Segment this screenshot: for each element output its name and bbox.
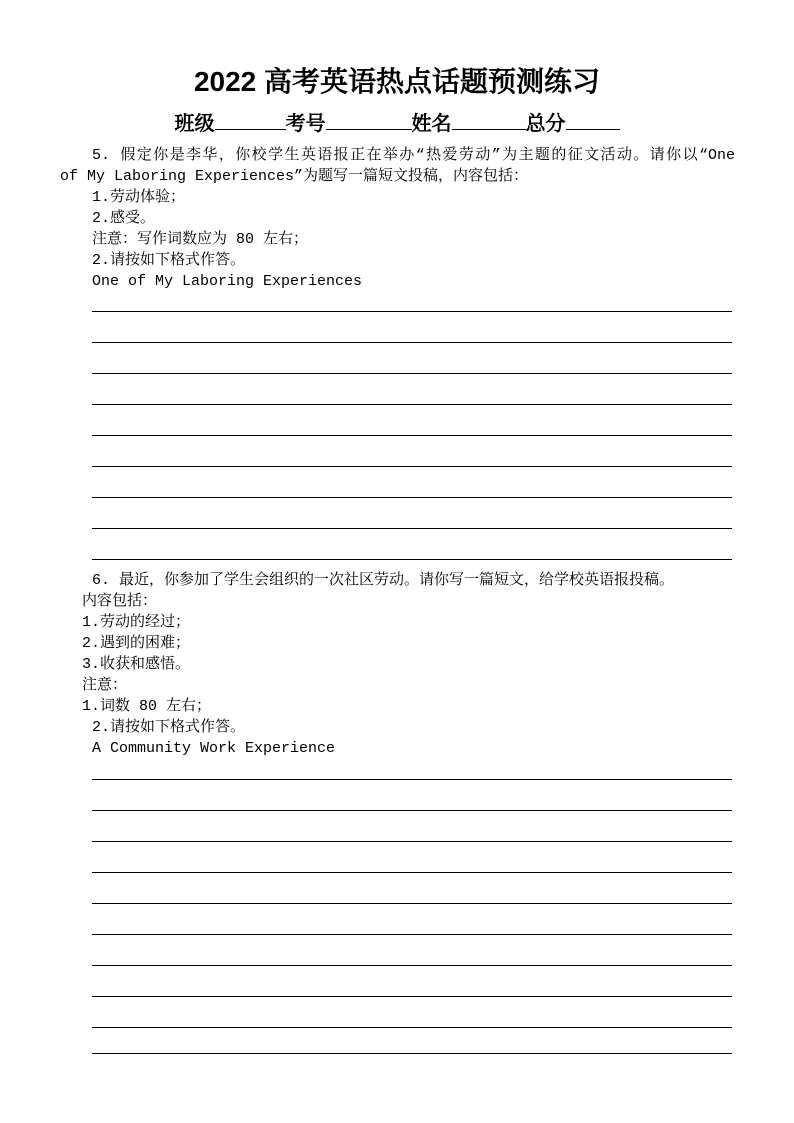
- question-6-item: 2.遇到的困难；: [82, 635, 191, 652]
- answer-line: [92, 780, 732, 811]
- question-5-essay-title: One of My Laboring Experiences: [92, 273, 363, 290]
- question-6-essay-title: A Community Work Experience: [92, 740, 336, 757]
- answer-line: [92, 312, 732, 343]
- question-6-answer-lines: [92, 749, 732, 1054]
- question-5-note: 2.请按如下格式作答。: [92, 252, 246, 269]
- class-label: 班级: [174, 113, 215, 135]
- question-5: [0, 145, 794, 292]
- page-title: 2022 高考英语热点话题预测练习: [193, 66, 601, 97]
- name-blank: [452, 111, 526, 130]
- question-5-answer-lines: [92, 281, 732, 560]
- answer-line: [92, 405, 732, 436]
- exam-number-blank: [326, 111, 412, 130]
- answer-line: [92, 811, 732, 842]
- answer-line: [92, 1028, 732, 1054]
- answer-line: [92, 467, 732, 498]
- question-6-item: 3.收获和感悟。: [82, 656, 191, 673]
- question-6-note: 2.请按如下格式作答。: [92, 719, 246, 736]
- question-6: [0, 570, 794, 759]
- answer-line: [92, 343, 732, 374]
- question-5-item: 1.劳动体验；: [92, 189, 186, 206]
- student-info-fields: [0, 111, 794, 137]
- question-6-item: 内容包括：: [82, 593, 158, 610]
- question-6-note: 注意：: [82, 677, 128, 694]
- question-5-item: 2.感受。: [92, 210, 156, 227]
- question-5-prompt-line-1: 5. 假定你是李华，你校学生英语报正在举办“热爱劳动”为主题的征文活动。请你以“One: [92, 147, 735, 164]
- answer-line: [92, 904, 732, 935]
- answer-line: [92, 873, 732, 904]
- class-blank: [215, 111, 286, 130]
- answer-line: [92, 842, 732, 873]
- score-blank: [566, 111, 620, 130]
- answer-line: [92, 966, 732, 997]
- answer-line: [92, 498, 732, 529]
- score-label: 总分: [525, 113, 566, 135]
- question-6-item: 1.劳动的经过；: [82, 614, 191, 631]
- answer-line: [92, 374, 732, 405]
- exam-number-label: 考号: [285, 113, 326, 135]
- answer-line: [92, 281, 732, 312]
- question-5-note: 注意：写作词数应为 80 左右；: [92, 231, 309, 248]
- question-6-prompt: 6. 最近，你参加了学生会组织的一次社区劳动。请你写一篇短文，给学校英语报投稿。: [92, 572, 675, 589]
- answer-line: [92, 749, 732, 780]
- answer-line: [92, 935, 732, 966]
- answer-line: [92, 436, 732, 467]
- answer-line: [92, 529, 732, 560]
- answer-line: [92, 997, 732, 1028]
- question-6-note: 1.词数 80 左右；: [82, 698, 212, 715]
- question-5-prompt-line-2: of My Laboring Experiences”为题写一篇短文投稿，内容包括：: [60, 168, 529, 185]
- name-label: 姓名: [411, 113, 452, 135]
